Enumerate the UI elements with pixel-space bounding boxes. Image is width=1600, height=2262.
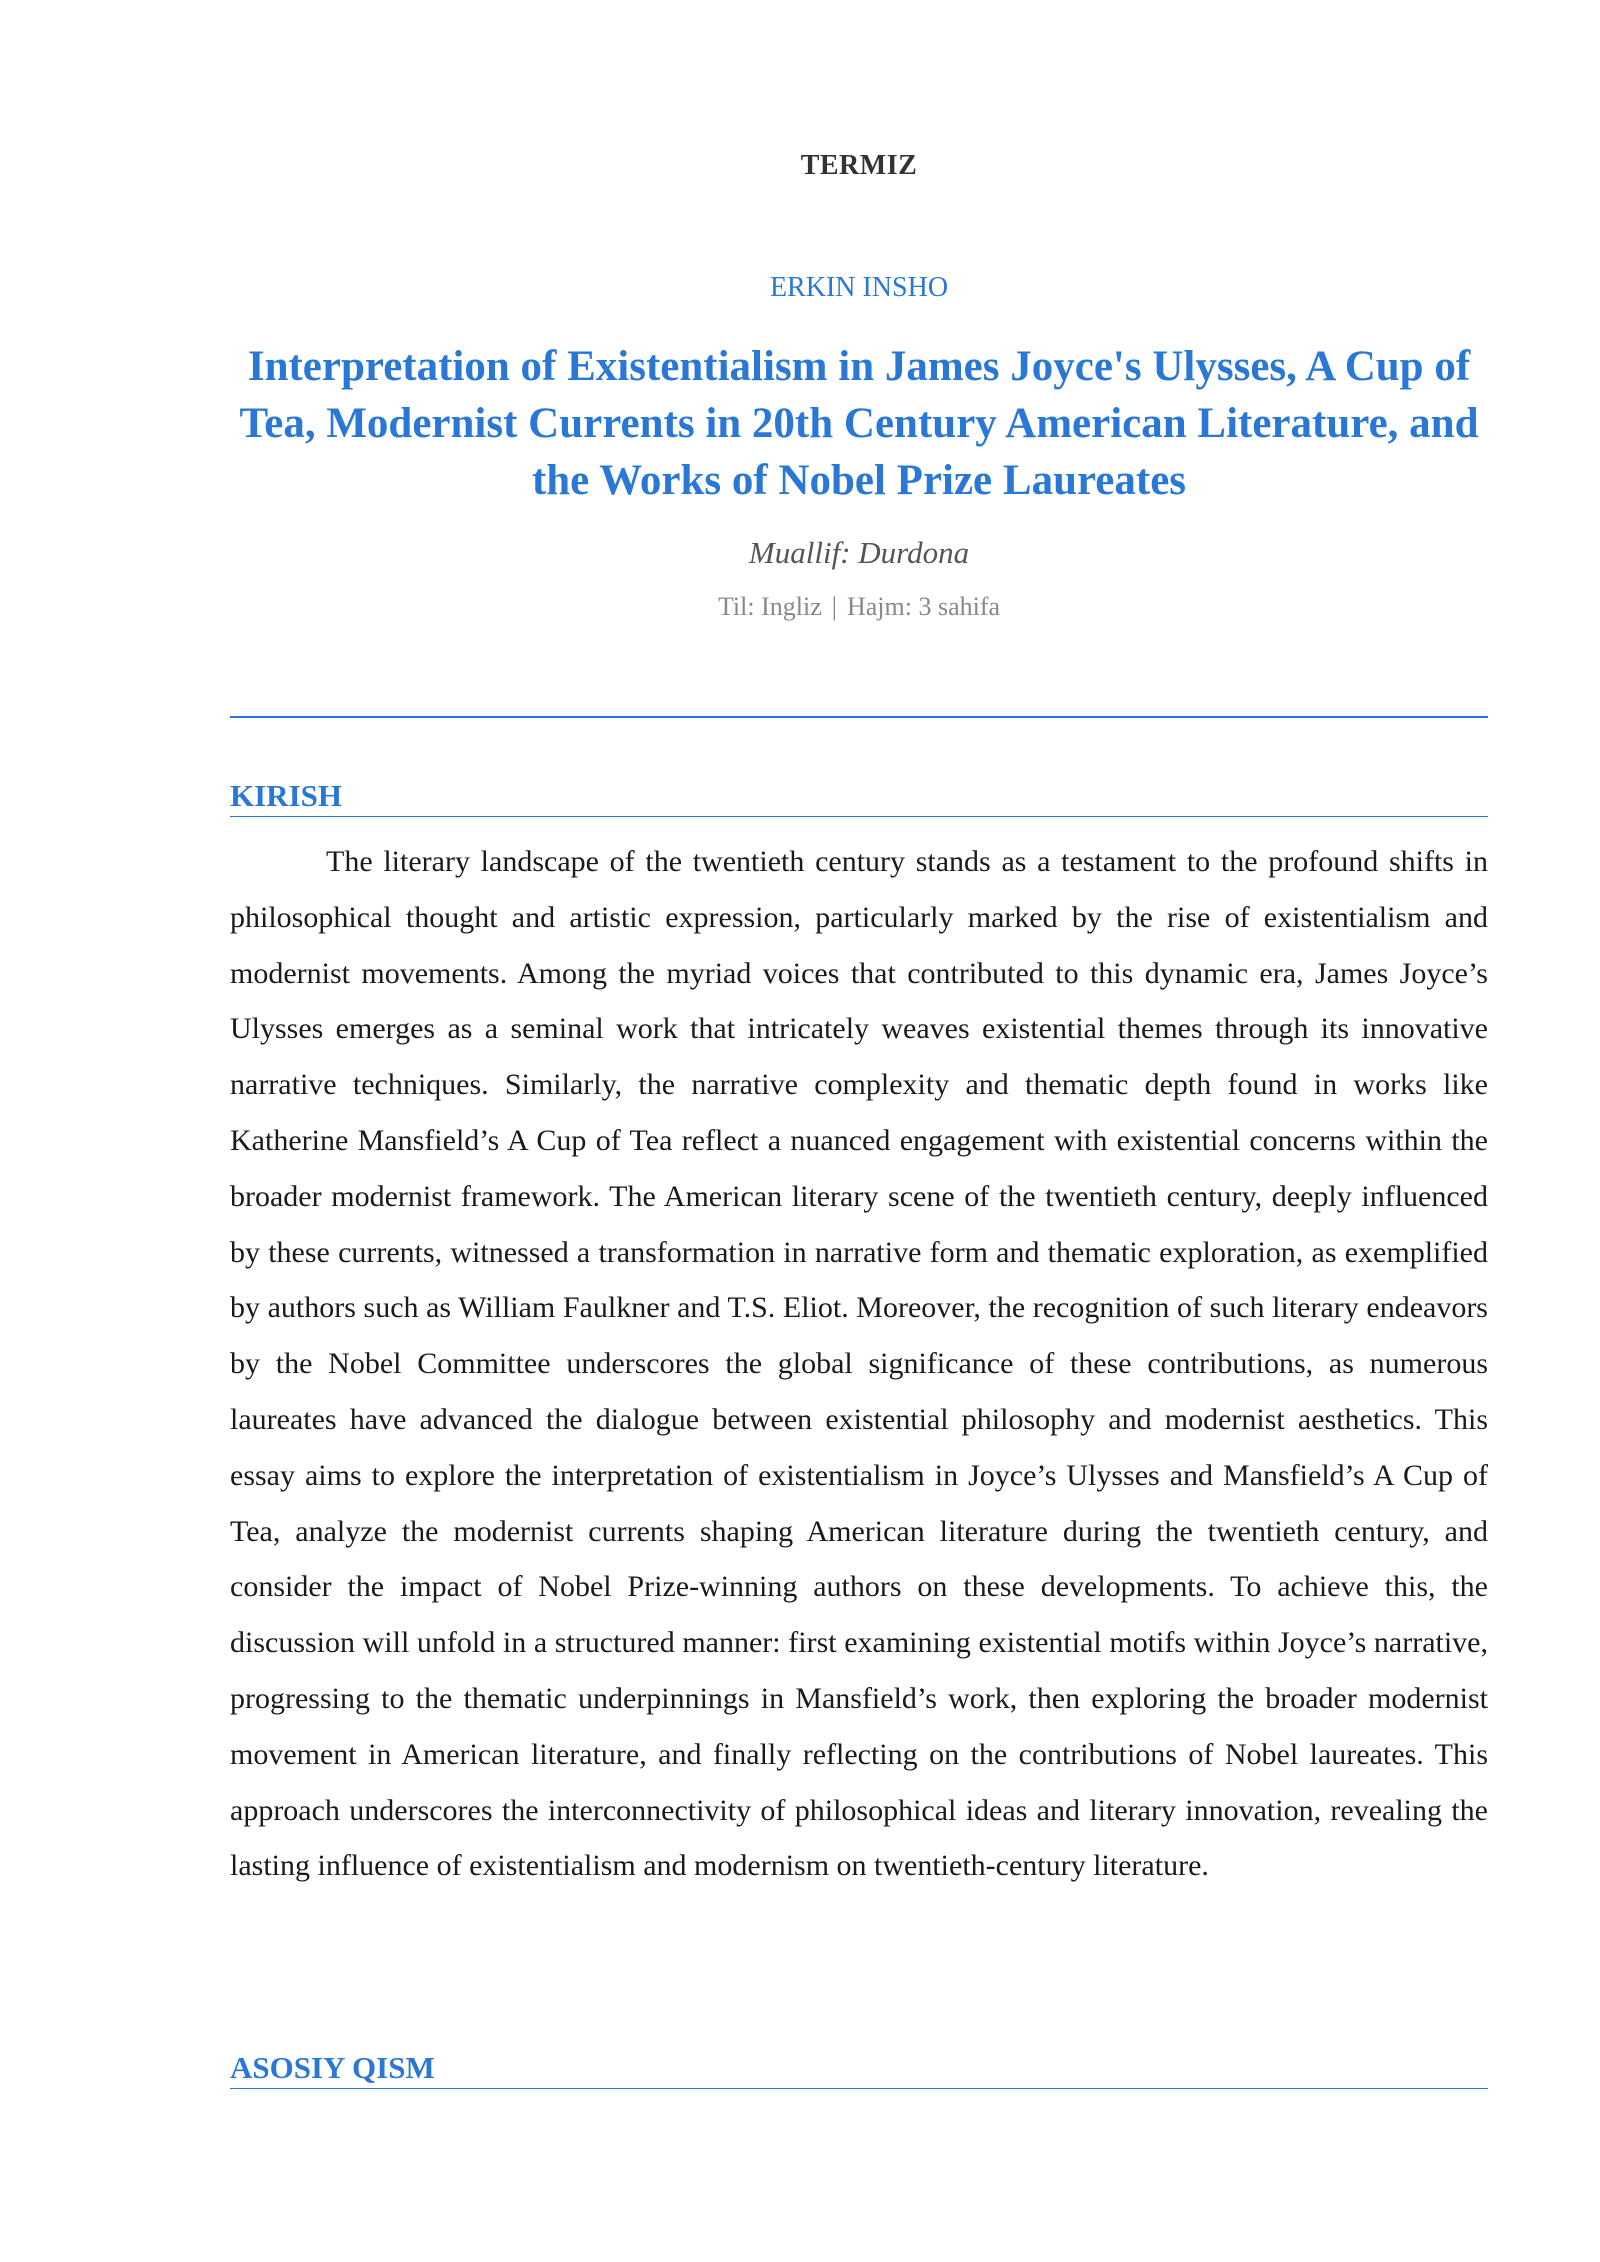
genre-label: ERKIN INSHO: [769, 272, 949, 303]
header-divider: [230, 716, 1488, 718]
section-heading-intro: KIRISH: [230, 778, 1488, 817]
document-meta: [230, 592, 1488, 622]
document-title: Interpretation of Existentialism in James Joyce's Ulysses, A Cup of Tea, Modernist Currents in 20th Century American Literature, and the Works of Nobel Prize Laureates: [239, 343, 1479, 504]
section-heading-main: ASOSIY QISM: [230, 2050, 1488, 2089]
intro-paragraph: The literary landscape of the twentieth century stands as a testament to the profound shifts in philosophical thought and artistic expression, particularly marked by the rise of existentialism and modernist movements. Among the myriad voices that contributed to this dynamic era, James Joyce’s Ulysses emerges as a seminal work that intricately weaves existential themes through its innovative narrative techniques. Similarly, the narrative complexity and thematic depth found in works like Katherine Mansfield’s A Cup of Tea reflect a nuanced engagement with existential concerns within the broader modernist framework. The American literary scene of the twentieth century, deeply influenced by these currents, witnessed a transformation in narrative form and thematic exploration, as exemplified by authors such as William Faulkner and T.S. Eliot. Moreover, the recognition of such literary endeavors by the Nobel Committee underscores the global significance of these contributions, as numerous laureates have advanced the dialogue between existential philosophy and modernist aesthetics. This essay aims to explore the interpretation of existentialism in Joyce’s Ulysses and Mansfield’s A Cup of Tea, analyze the modernist currents shaping American literature during the twentieth century, and consider the impact of Nobel Prize-winning authors on these developments. To achieve this, the discussion will unfold in a structured manner: first examining existential motifs within Joyce’s narrative, progressing to the thematic underpinnings in Mansfield’s work, then exploring the broader modernist movement in American literature, and finally reflecting on the contributions of Nobel laureates. This approach underscores the interconnectivity of philosophical ideas and literary innovation, revealing the lasting influence of existentialism and modernism on twentieth-century literature.: [230, 845, 1488, 1883]
volume-label: Hajm: 3 sahifa: [846, 592, 1001, 621]
city-label: TERMIZ: [800, 150, 918, 181]
meta-separator: |: [831, 592, 837, 621]
language-label: Til: Ingliz: [717, 592, 822, 621]
author-line: Muallif: Durdona: [748, 535, 970, 570]
